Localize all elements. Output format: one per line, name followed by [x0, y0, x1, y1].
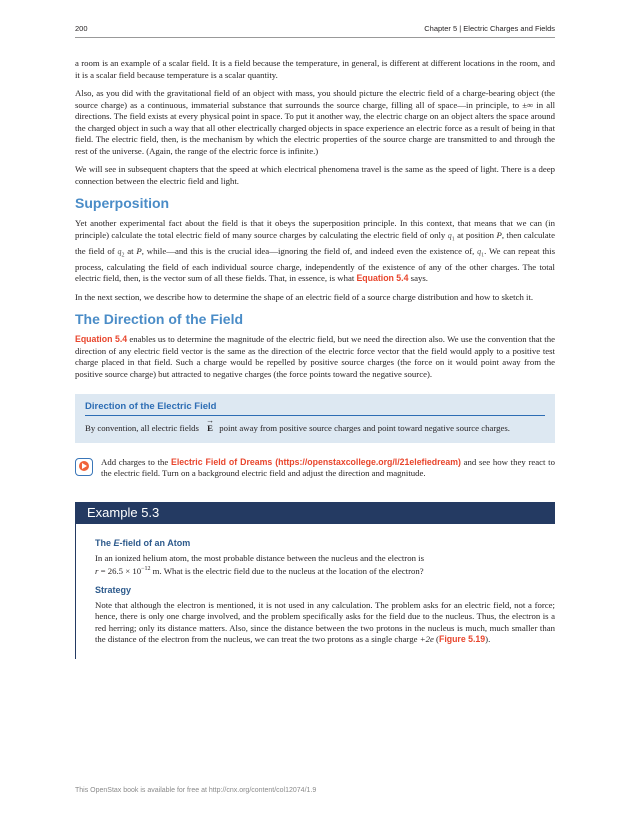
page-number: 200: [75, 24, 88, 33]
intro-paragraph-3: We will see in subsequent chapters that the speed at which electrical phenomena travel is the same as the speed of light. There is a deep connection between the electric field and light.: [75, 164, 555, 186]
page-content: [75, 58, 555, 659]
section-heading-superposition: Superposition: [75, 195, 170, 211]
superposition-paragraph-1: Yet another experimental fact about the field is that it obeys the superposition principle. In this context, that means that we can (in principle) calculate the total electric field of many source charges by calculating the electric field of only $q_1$ at position P, then calculate the field of $q_2$ at P, while—and this is the crucial idea—ignoring the field of, and indeed even the existence of, $q_1$. We can repeat this process, calculating the field of each individual source charge, independently of the existence of any of the other charges. The total electric field, then, is the vector sum of all these fields. That, in essence, is what Equation 5.4 says.: [75, 218, 555, 284]
vector-e-symbol: → E: [206, 416, 215, 434]
q1-symbol: $q_1$: [447, 230, 455, 243]
q2-symbol: $q_2$: [117, 246, 125, 259]
strategy-heading: Strategy: [95, 584, 132, 595]
example-title: The E-field of an Atom: [95, 537, 191, 548]
page-header: [75, 24, 555, 38]
example-box: [75, 502, 555, 659]
play-simulation-icon: [75, 458, 93, 476]
strategy-paragraph: Note that although the electron is mentioned, it is not used in any calculation. The problem asks for an electric field, not a force; hence, there is only one charge involved, and the problem specifically asks for the field due to the nucleus. Thus, the electron is a red herring; only its distance matters. Also, since the distance between the two protons in the nucleus is much, much smaller than the distance of the electron from the nucleus, we can treat the two protons as a single charge +2e (Figure 5.19).: [95, 599, 555, 645]
intro-paragraph-2: Also, as you did with the gravitational field of an object with mass, you should picture the electric field of a charge-bearing object (the source charge) as a continuous, immaterial substance that surrounds the source charge, filling all of space—in principle, to ±∞ in all directions. The field exists at every physical point in space. To put it another way, the electric charge on an object alters the space around the charged object in such a way that all other electrically charged objects in space experience an electric force as a result of being in that field. The electric field, then, is the mechanism by which the electric properties of the source charge are transmitted to and through the rest of the universe. (Again, the range of the electric force is infinite.): [75, 88, 555, 156]
electric-field-of-dreams-link[interactable]: Electric Field of Dreams (https://openstaxcollege.org/l/21elefiedream): [170, 456, 461, 467]
section-heading-direction: The Direction of the Field: [75, 311, 244, 328]
example-label: Example 5.3: [75, 502, 555, 524]
direction-paragraph: Equation 5.4 enables us to determine the magnitude of the electric field, but we need the direction also. We use the convention that the direction of any electric field vector is the same as the direction of the electric force vector that the field would apply to a positive test charge placed in that field. Such a charge would be repelled by positive source charges (the force on it would point away from the positive source charge) but attracted to negative charges (the force points toward the negative source).: [75, 334, 555, 379]
plus-minus-infinity: ±∞: [522, 99, 534, 110]
interactive-note: [75, 457, 555, 480]
note-box-direction: [75, 394, 555, 443]
figure-5-19-link[interactable]: Figure 5.19: [438, 634, 486, 645]
equation-5-4-link[interactable]: Equation 5.4: [75, 334, 128, 345]
example-body: [75, 524, 555, 659]
interactive-note-text: Add charges to the Electric Field of Dreams (https://openstaxcollege.org/l/21elefiedream) and see how they react to the electric field. Turn on a background electric field and adjust the direction and magnitude.: [101, 456, 555, 479]
page-footer: This OpenStax book is available for free at http://cnx.org/content/col12074/1.9: [75, 787, 317, 794]
header-rule: [75, 37, 555, 38]
example-problem: In an ionized helium atom, the most probable distance between the nucleus and the electron is $r = 26.5 \times 10^{-12}$ m. What is the electric field due to the nucleus at the location of the electron?: [95, 552, 424, 577]
q1-symbol: $q_1$: [477, 246, 485, 259]
superposition-paragraph-2: In the next section, we describe how to determine the shape of an electric field of a source charge distribution and how to sketch it.: [75, 291, 534, 302]
note-box-text: By convention, all electric fields → E point away from positive source charges and point toward negative source charges.: [85, 416, 510, 434]
formula-r: $r = 26.5 \times 10^{-12}$ m: [95, 566, 160, 577]
intro-paragraph-1: a room is an example of a scalar field. It is a field because the temperature, in general, is different at different locations in the room, and it is a scalar field because temperature is a scalar quantity.: [75, 58, 555, 80]
chapter-title: Chapter 5 | Electric Charges and Fields: [424, 24, 555, 33]
note-box-title: Direction of the Electric Field: [85, 401, 545, 416]
equation-5-4-link[interactable]: Equation 5.4: [356, 273, 409, 284]
